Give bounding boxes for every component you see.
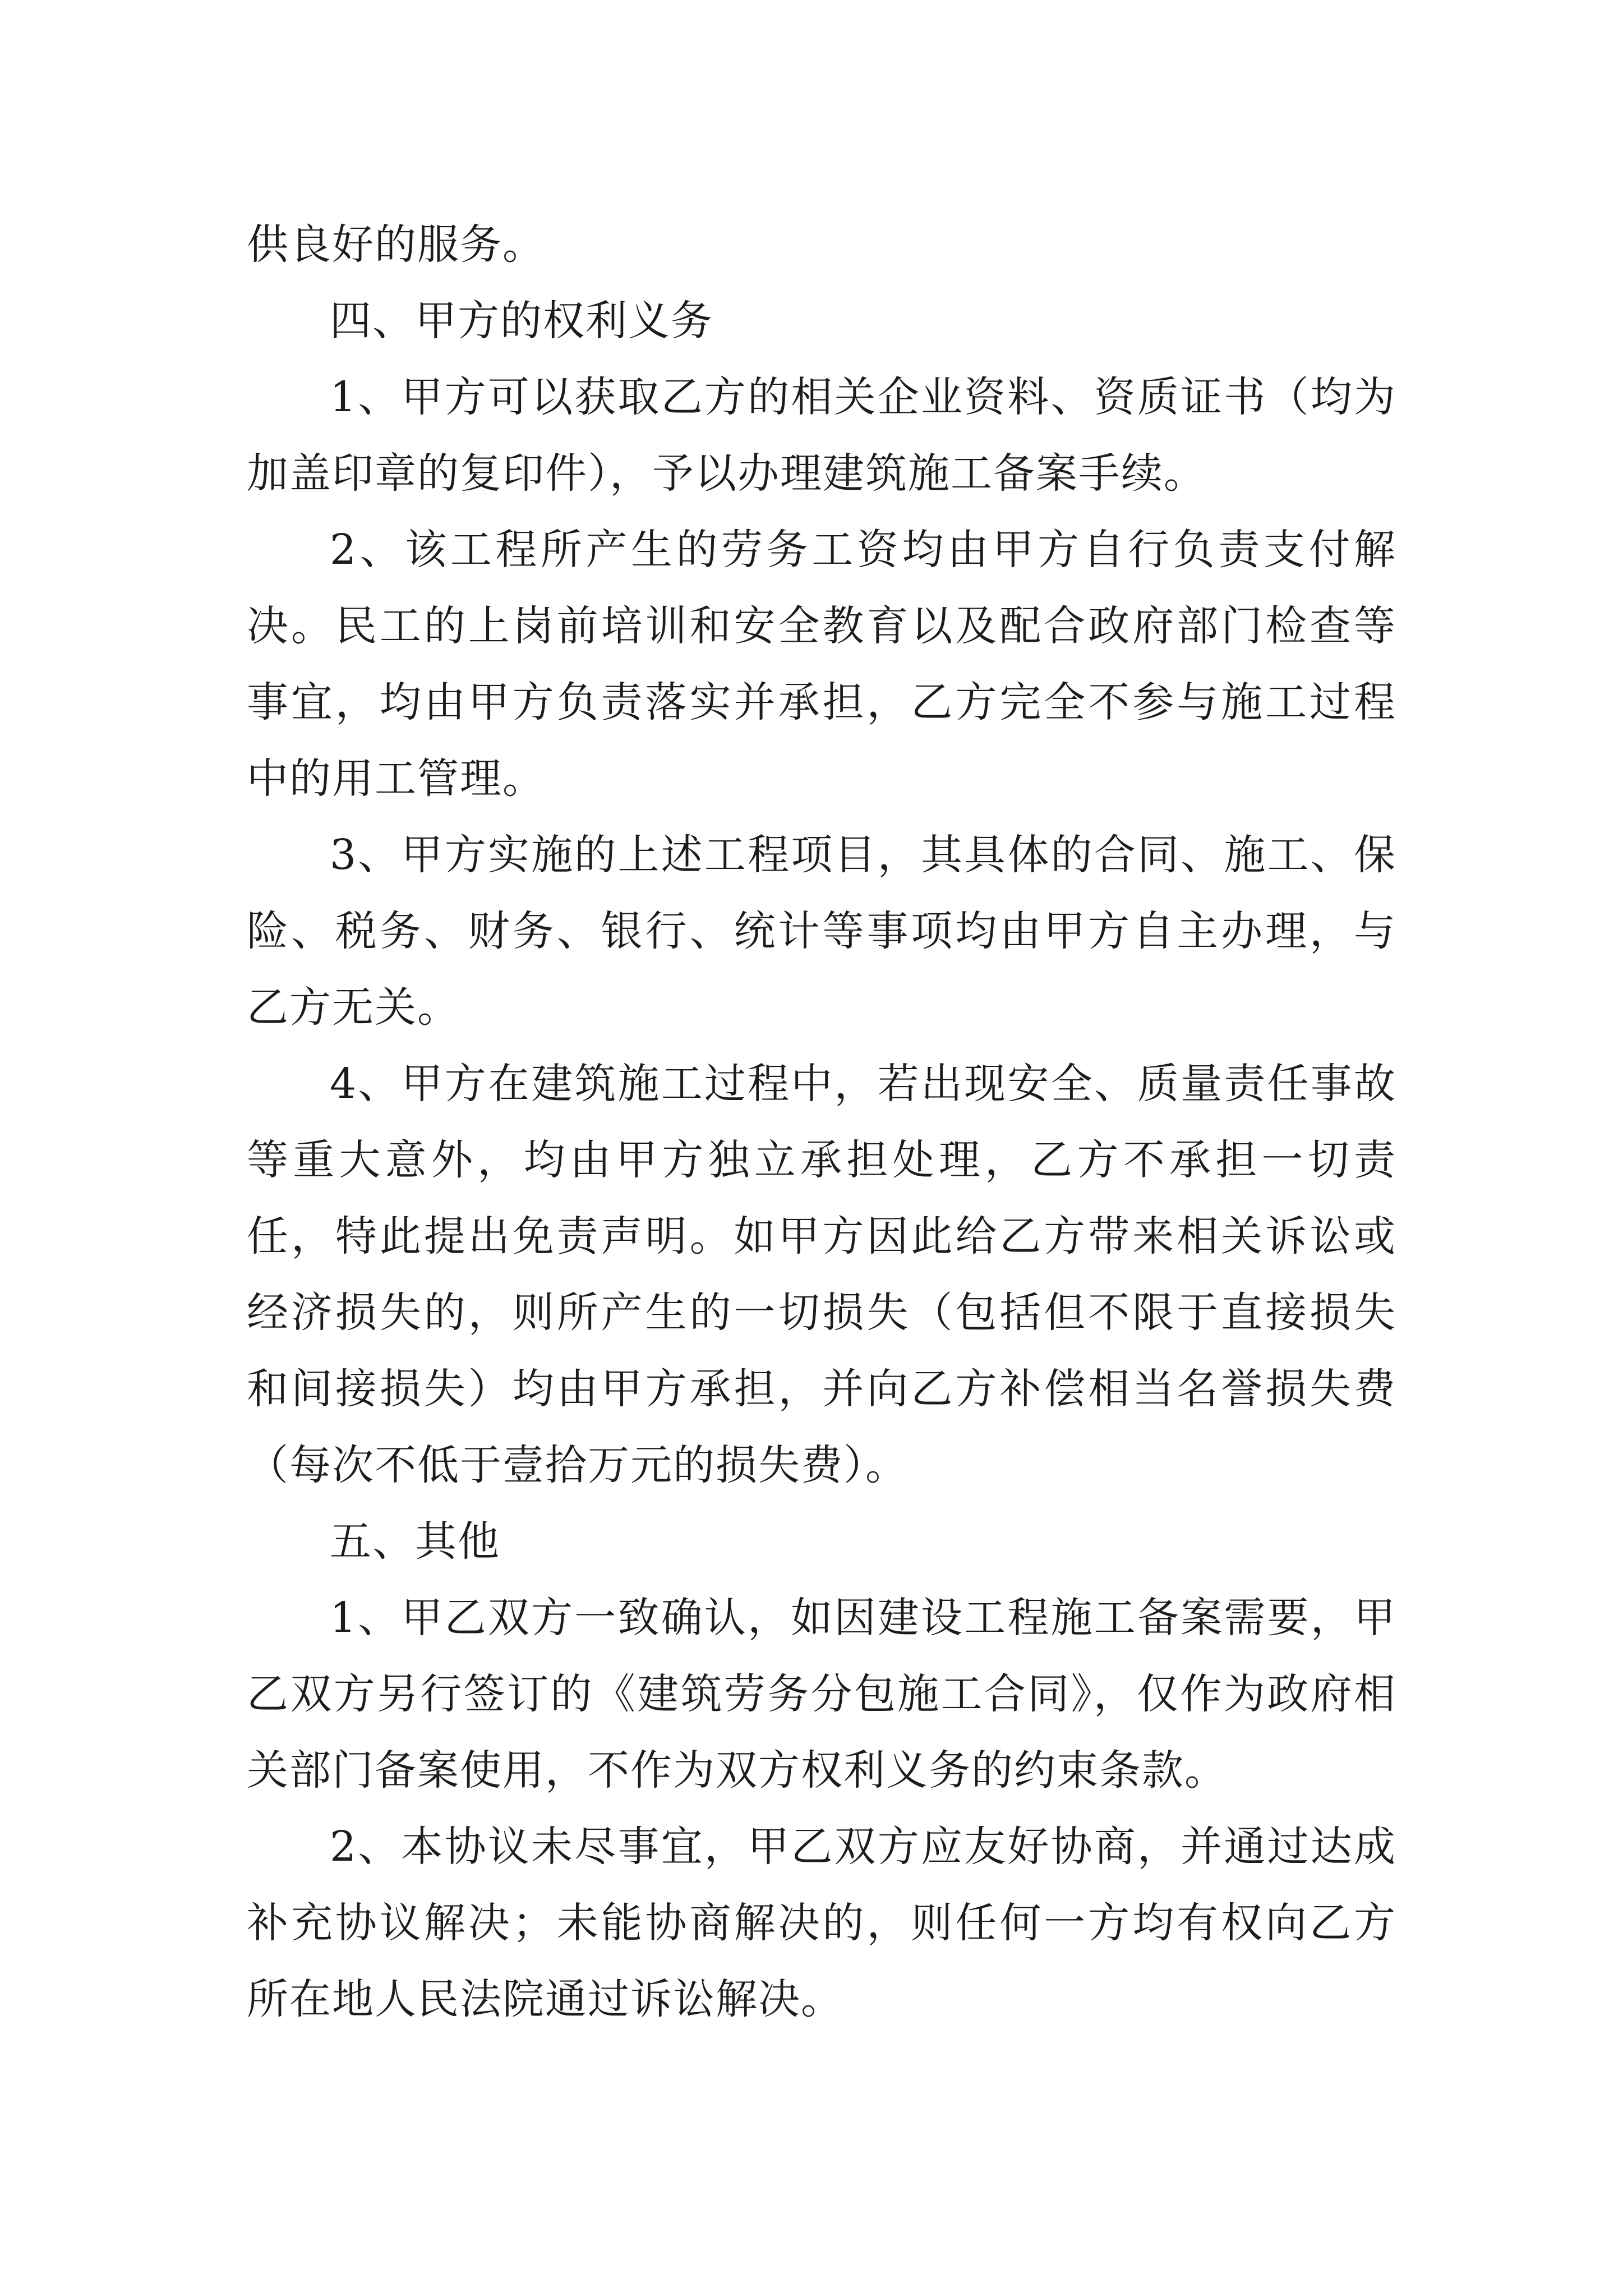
section-heading-5: 五、其他 xyxy=(330,1517,500,1566)
document-body xyxy=(247,206,1396,2037)
paragraph-5-1: 1、甲乙双方一致确认，如因建设工程施工备案需要，甲乙双方另行签订的《建筑劳务分包施工合同》，仅作为政府相关部门备案使用，不作为双方权利义务的约束条款。 xyxy=(247,1594,1396,1795)
section-heading-4: 四、甲方的权利义务 xyxy=(330,297,713,345)
paragraph-4-3: 3、甲方实施的上述工程项目，其具体的合同、施工、保险、税务、财务、银行、统计等事项均由甲方自主办理，与乙方无关。 xyxy=(247,831,1396,1032)
paragraph-4-1: 1、甲方可以获取乙方的相关企业资料、资质证书（均为加盖印章的复印件），予以办理建筑施工备案手续。 xyxy=(247,373,1396,498)
paragraph-4-4: 4、甲方在建筑施工过程中，若出现安全、质量责任事故等重大意外，均由甲方独立承担处理，乙方不承担一切责任，特此提出免责声明。如甲方因此给乙方带来相关诉讼或经济损失的，则所产生的一切损失（包括但不限于直接损失和间接损失）均由甲方承担，并向乙方补偿相当名誉损失费（每次不低于壹拾万元的损失费）。 xyxy=(247,1060,1396,1489)
paragraph-4-2: 2、该工程所产生的劳务工资均由甲方自行负责支付解决。民工的上岗前培训和安全教育以及配合政府部门检查等事宜，均由甲方负责落实并承担，乙方完全不参与施工过程中的用工管理。 xyxy=(247,526,1396,803)
paragraph-continuation: 供良好的服务。 xyxy=(247,220,545,269)
paragraph-5-2: 2、本协议未尽事宜，甲乙双方应友好协商，并通过达成补充协议解决；未能协商解决的，则任何一方均有权向乙方所在地人民法院通过诉讼解决。 xyxy=(247,1823,1396,2023)
